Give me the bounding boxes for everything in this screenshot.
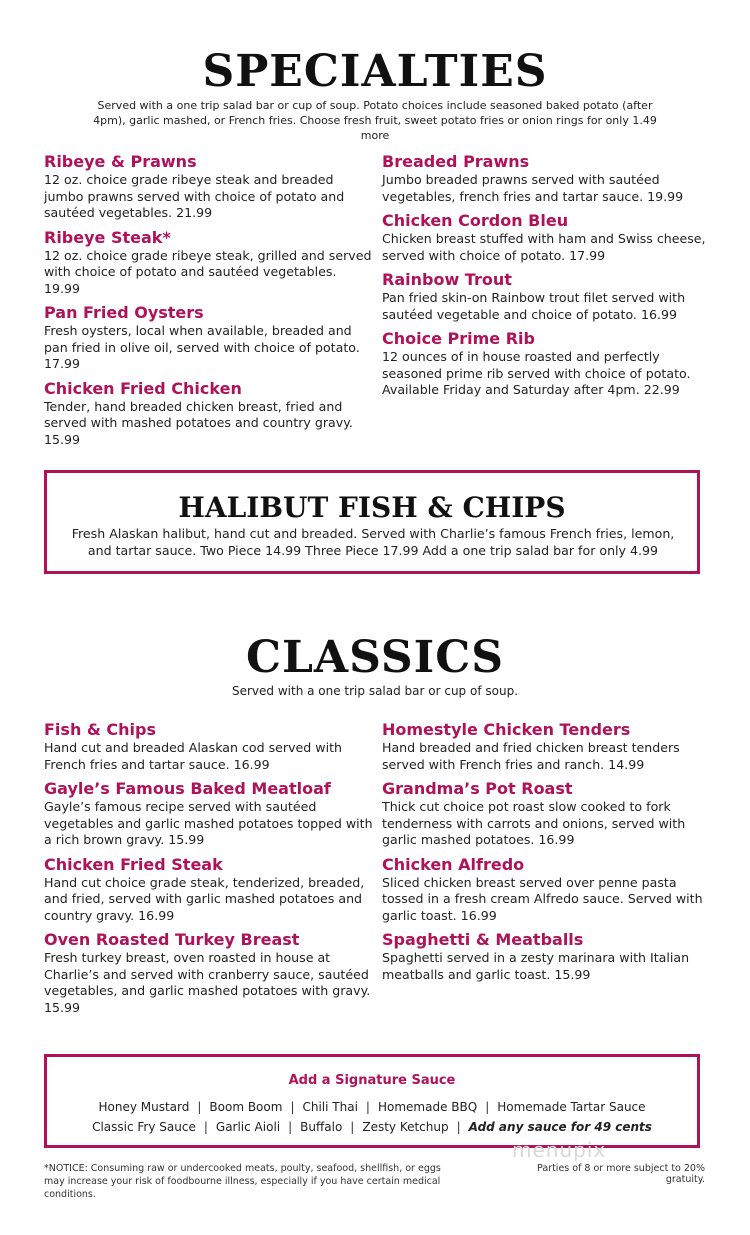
menu-item (382, 720, 712, 773)
menu-item-description: 12 ounces of in house roasted and perfectly seasoned prime rib served with choice of potato. Available Friday and Saturday after 4pm. 22.99 (382, 349, 691, 397)
menu-item-name: Ribeye Steak* (44, 227, 171, 247)
menu-item-description: Jumbo breaded prawns served with sautéed vegetables, french fries and tartar sauce. 19.99 (382, 172, 684, 204)
menu-item-name: Chicken Fried Chicken (44, 378, 242, 398)
sauce-list-line (47, 1099, 697, 1115)
menu-item-description: Thick cut choice pot roast slow cooked to fork tenderness with carrots and onions, served with garlic mashed potatoes. 16.99 (382, 799, 686, 847)
menu-item-name: Pan Fried Oysters (44, 303, 204, 322)
menu-item-description: Fresh oysters, local when available, breaded and pan fried in olive oil, served with choice of potato. 17.99 (44, 323, 360, 371)
menu-item-description: Hand breaded and fried chicken breast tenders served with French fries and ranch. 14.99 (382, 740, 680, 772)
menu-item (382, 270, 712, 323)
watermark: menupix (512, 1138, 607, 1162)
sauce-option: Garlic Aioli (215, 1120, 281, 1134)
classics-left-column (44, 720, 374, 1022)
menu-item (382, 930, 712, 983)
menu-item-description: Sliced chicken breast served over penne pasta tossed in a fresh cream Alfredo sauce. Served with garlic toast. 16.99 (382, 874, 703, 923)
menu-item-name: Spaghetti & Meatballs (382, 930, 584, 949)
menu-item-name: Chicken Fried Steak (44, 854, 223, 874)
classics-right-column (382, 720, 712, 989)
menu-item-name: Gayle’s Famous Baked Meatloaf (44, 779, 331, 798)
menu-item (44, 855, 374, 925)
sauce-option: Zesty Ketchup (362, 1120, 449, 1134)
menu-item-name: Grandma’s Pot Roast (382, 779, 573, 798)
menu-item (44, 303, 374, 373)
separator: | (350, 1120, 355, 1134)
menu-item-name: Chicken Cordon Bleu (382, 211, 569, 230)
sauce-option: Homemade Tartar Sauce (497, 1100, 646, 1114)
specialties-subtitle: Served with a one trip salad bar or cup of soup. Potato choices include seasoned baked potato (after 4pm), garlic mashed, or French fries. Choose fresh fruit, sweet potato fries or onion rings for only 1.49 more (93, 99, 657, 142)
menu-item-name: Homestyle Chicken Tenders (382, 720, 631, 739)
menu-item-description: Chicken breast stuffed with ham and Swiss cheese, served with choice of potato. 17.99 (382, 231, 706, 263)
specialties-right-column (382, 152, 712, 405)
menu-item (382, 329, 712, 399)
separator: | (365, 1100, 370, 1114)
menu-item (44, 779, 374, 849)
menu-item (44, 720, 374, 773)
menu-item-name: Choice Prime Rib (382, 329, 535, 348)
menu-item-description: 12 oz. choice grade ribeye steak and breaded jumbo prawns served with choice of potato and sautéed vegetables. 21.99 (44, 172, 345, 220)
menu-item-description: Tender, hand breaded chicken breast, fried and served with mashed potatoes and country gravy. 15.99 (44, 398, 353, 447)
menu-item-name: Fish & Chips (44, 720, 157, 739)
menu-item-description: Hand cut choice grade steak, tenderized, breaded, and fried, served with garlic mashed potatoes and country gravy. 16.99 (44, 874, 365, 923)
menu-item-description: Fresh turkey breast, oven roasted in house at Charlie’s and served with cranberry sauce, sautéed vegetables, and garlic mashed potatoes with gravy. 15.99 (44, 950, 371, 1015)
menu-item (382, 211, 712, 264)
sauce-option: Classic Fry Sauce (92, 1120, 196, 1134)
menu-item-description: Spaghetti served in a zesty marinara with Italian meatballs and garlic toast. 15.99 (382, 950, 690, 982)
menu-item-name: Breaded Prawns (382, 152, 530, 171)
classics-subtitle: Served with a one trip salad bar or cup of soup. (231, 684, 519, 698)
menu-item (382, 152, 712, 205)
menu-item-description: Pan fried skin-on Rainbow trout filet served with sautéed vegetable and choice of potato. 16.99 (382, 290, 686, 322)
menu-item (382, 855, 712, 925)
menu-item (44, 930, 374, 1016)
menu-item-name: Ribeye & Prawns (44, 152, 197, 171)
separator: | (288, 1120, 293, 1134)
separator: | (197, 1100, 202, 1114)
halibut-title: HALIBUT FISH & CHIPS (178, 491, 566, 524)
separator: | (203, 1120, 208, 1134)
menu-item-name: Chicken Alfredo (382, 854, 525, 874)
sauce-option: Homemade BBQ (377, 1100, 478, 1114)
classics-title: CLASSICS (245, 632, 505, 683)
menu-item (44, 379, 374, 449)
signature-sauce-box (44, 1054, 700, 1148)
separator: | (456, 1120, 461, 1134)
menu-item-name: Oven Roasted Turkey Breast (44, 930, 300, 949)
sauce-option: Buffalo (300, 1120, 343, 1134)
gratuity-note: Parties of 8 or more subject to 20% gratuity. (537, 1163, 705, 1185)
menu-item-description: Hand cut and breaded Alaskan cod served with French fries and tartar sauce. 16.99 (44, 740, 343, 772)
sauce-option: Chili Thai (302, 1100, 358, 1114)
sauce-list-line (47, 1119, 697, 1135)
menu-item (44, 228, 374, 298)
separator: | (290, 1100, 295, 1114)
specialties-title: SPECIALTIES (202, 46, 548, 97)
sauce-price-note: Add any sauce for 49 cents (468, 1120, 652, 1134)
sauce-option: Boom Boom (209, 1100, 283, 1114)
specialties-left-column (44, 152, 374, 454)
halibut-feature-box (44, 470, 700, 574)
sauce-title: Add a Signature Sauce (288, 1073, 456, 1088)
halibut-description: Fresh Alaskan halibut, hand cut and breaded. Served with Charlie’s famous French fries, lemon, and tartar sauce. Two Piece 14.99 Three Piece 17.99 Add a one trip salad bar for only 4.99 (71, 526, 675, 558)
menu-item-description: 12 oz. choice grade ribeye steak, grilled and served with choice of potato and sautéed vegetables. 19.99 (44, 247, 372, 296)
menu-item (382, 779, 712, 849)
menu-item-description: Gayle’s famous recipe served with sautéed vegetables and garlic mashed potatoes topped with a rich brown gravy. 15.99 (44, 799, 373, 847)
sauce-option: Honey Mustard (98, 1100, 190, 1114)
menu-item (44, 152, 374, 222)
menu-item-name: Rainbow Trout (382, 270, 512, 289)
food-safety-notice: *NOTICE: Consuming raw or undercooked meats, poulty, seafood, shellfish, or eggs may increase your risk of foodbourne illness, especially if you have certain medical conditions. (44, 1163, 441, 1200)
separator: | (485, 1100, 490, 1114)
